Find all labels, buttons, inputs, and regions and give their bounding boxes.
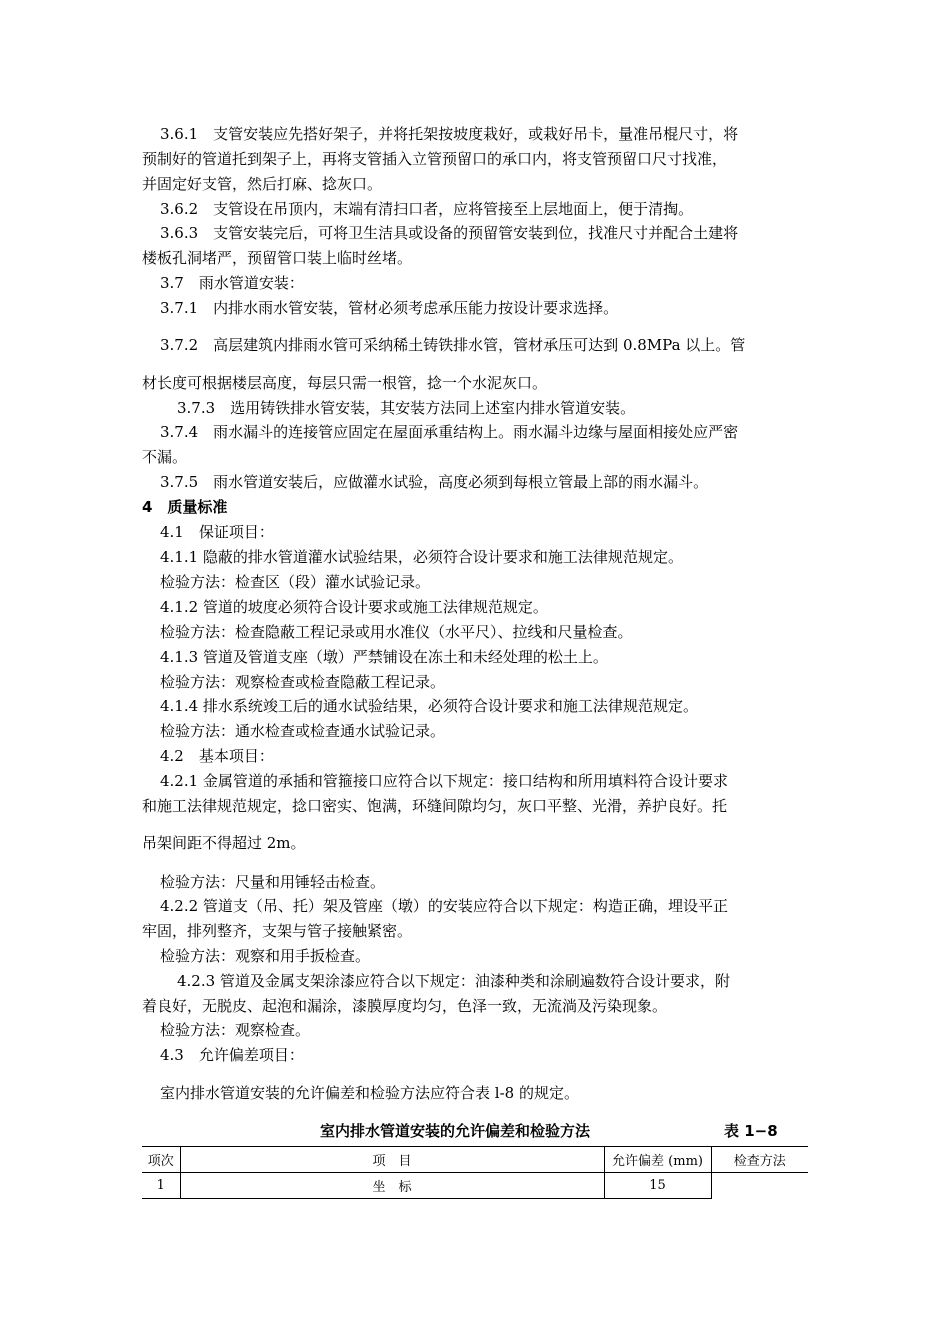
paragraph-line: 检验方法：观察检查或检查隐蔽工程记录。 bbox=[160, 673, 446, 691]
paragraph-line: 3.6.2 支管设在吊顶内，末端有清扫口者，应将管接至上层地面上，便于清掏。 bbox=[160, 200, 694, 218]
cell-method bbox=[711, 1173, 808, 1199]
paragraph-line: 4.1.4 排水系统竣工后的通水试验结果，必须符合设计要求和施工法律规范规定。 bbox=[160, 697, 698, 715]
paragraph-line: 楼板孔洞堵严，预留管口装上临时丝堵。 bbox=[142, 249, 413, 267]
header-tolerance: 允许偏差 (mm) bbox=[604, 1147, 711, 1173]
paragraph-line: 着良好，无脱皮、起泡和漏涂，漆膜厚度均匀，色泽一致，无流淌及污染现象。 bbox=[142, 997, 668, 1015]
paragraph-line: 牢固，排列整齐，支架与管子接触紧密。 bbox=[142, 922, 413, 940]
table-header-row bbox=[142, 1147, 808, 1173]
table-row bbox=[142, 1173, 808, 1199]
cell-item: 坐 标 bbox=[180, 1173, 604, 1199]
paragraph-line: 3.7.3 选用铸铁排水管安装，其安装方法同上述室内排水管道安装。 bbox=[177, 399, 636, 417]
header-method: 检查方法 bbox=[711, 1147, 808, 1173]
header-item: 项 目 bbox=[180, 1147, 604, 1173]
paragraph-line: 4.1.3 管道及管道支座（墩）严禁铺设在冻土和未经处理的松土上。 bbox=[160, 648, 608, 666]
paragraph-line: 检验方法：尺量和用锤轻击检查。 bbox=[160, 873, 386, 891]
paragraph-line: 材长度可根据楼层高度，每层只需一根管，捻一个水泥灰口。 bbox=[142, 374, 548, 392]
paragraph-line: 3.7 雨水管道安装： bbox=[160, 274, 304, 292]
paragraph-line: 检验方法：检查隐蔽工程记录或用水准仪（水平尺）、拉线和尺量检查。 bbox=[160, 623, 633, 641]
paragraph-line: 检验方法：观察和用手扳检查。 bbox=[160, 947, 371, 965]
paragraph-line: 4.2.2 管道支（吊、托）架及管座（墩）的安装应符合以下规定：构造正确，埋设平正 bbox=[160, 897, 728, 915]
paragraph-line: 3.7.5 雨水管道安装后，应做灌水试验，高度必须到每根立管最上部的雨水漏斗。 bbox=[160, 473, 709, 491]
paragraph-line: 3.6.3 支管安装完后，可将卫生洁具或设备的预留管安装到位，找准尺寸并配合土建将 bbox=[160, 224, 739, 242]
paragraph-line: 3.6.1 支管安装应先搭好架子，并将托架按坡度栽好，或栽好吊卡，量准吊棍尺寸，将 bbox=[160, 125, 739, 143]
paragraph-line: 和施工法律规范规定，捻口密实、饱满，环缝间隙均匀，灰口平整、光滑，养护良好。托 bbox=[142, 797, 728, 815]
paragraph-line: 吊架间距不得超过 2m。 bbox=[142, 834, 306, 852]
paragraph-line: 4.3 允许偏差项目： bbox=[160, 1046, 304, 1064]
paragraph-line: 4.2.3 管道及金属支架涂漆应符合以下规定：油漆种类和涂刷遍数符合设计要求，附 bbox=[177, 972, 730, 990]
paragraph-line: 检验方法：观察检查。 bbox=[160, 1021, 311, 1039]
paragraph-line: 不漏。 bbox=[142, 448, 188, 466]
paragraph-line: 检验方法：通水检查或检查通水试验记录。 bbox=[160, 722, 446, 740]
paragraph-line: 4.1 保证项目： bbox=[160, 523, 274, 541]
paragraph-line: 3.7.2 高层建筑内排雨水管可采纳稀土铸铁排水管，管材承压可达到 0.8MPa 以上。管 bbox=[160, 336, 746, 354]
table-number: 表 1−8 bbox=[724, 1122, 778, 1140]
paragraph-line: 4.1.1 隐蔽的排水管道灌水试验结果，必须符合设计要求和施工法律规范规定。 bbox=[160, 548, 683, 566]
paragraph-line: 3.7.4 雨水漏斗的连接管应固定在屋面承重结构上。雨水漏斗边缘与屋面相接处应严密 bbox=[160, 423, 739, 441]
paragraph-line: 预制好的管道托到架子上，再将支管插入立管预留口的承口内，将支管预留口尺寸找准， bbox=[142, 150, 728, 168]
paragraph-line: 3.7.1 内排水雨水管安装，管材必须考虑承压能力按设计要求选择。 bbox=[160, 299, 619, 317]
cell-tolerance: 15 bbox=[604, 1173, 711, 1199]
paragraph-line: 4.2 基本项目： bbox=[160, 747, 274, 765]
paragraph-line: 检验方法：检查区（段）灌水试验记录。 bbox=[160, 573, 431, 591]
cell-item-no: 1 bbox=[142, 1173, 180, 1199]
paragraph-line: 并固定好支管，然后打麻、捻灰口。 bbox=[142, 175, 383, 193]
header-item-no: 项次 bbox=[142, 1147, 180, 1173]
section-heading: 4 质量标准 bbox=[142, 498, 228, 516]
paragraph-line: 4.1.2 管道的坡度必须符合设计要求或施工法律规范规定。 bbox=[160, 598, 548, 616]
table-caption: 室内排水管道安装的允许偏差和检验方法 bbox=[320, 1122, 591, 1140]
tolerance-table bbox=[142, 1146, 808, 1199]
paragraph-line: 4.2.1 金属管道的承插和管箍接口应符合以下规定：接口结构和所用填料符合设计要求 bbox=[160, 772, 728, 790]
paragraph-line: 室内排水管道安装的允许偏差和检验方法应符合表 l-8 的规定。 bbox=[160, 1084, 579, 1102]
